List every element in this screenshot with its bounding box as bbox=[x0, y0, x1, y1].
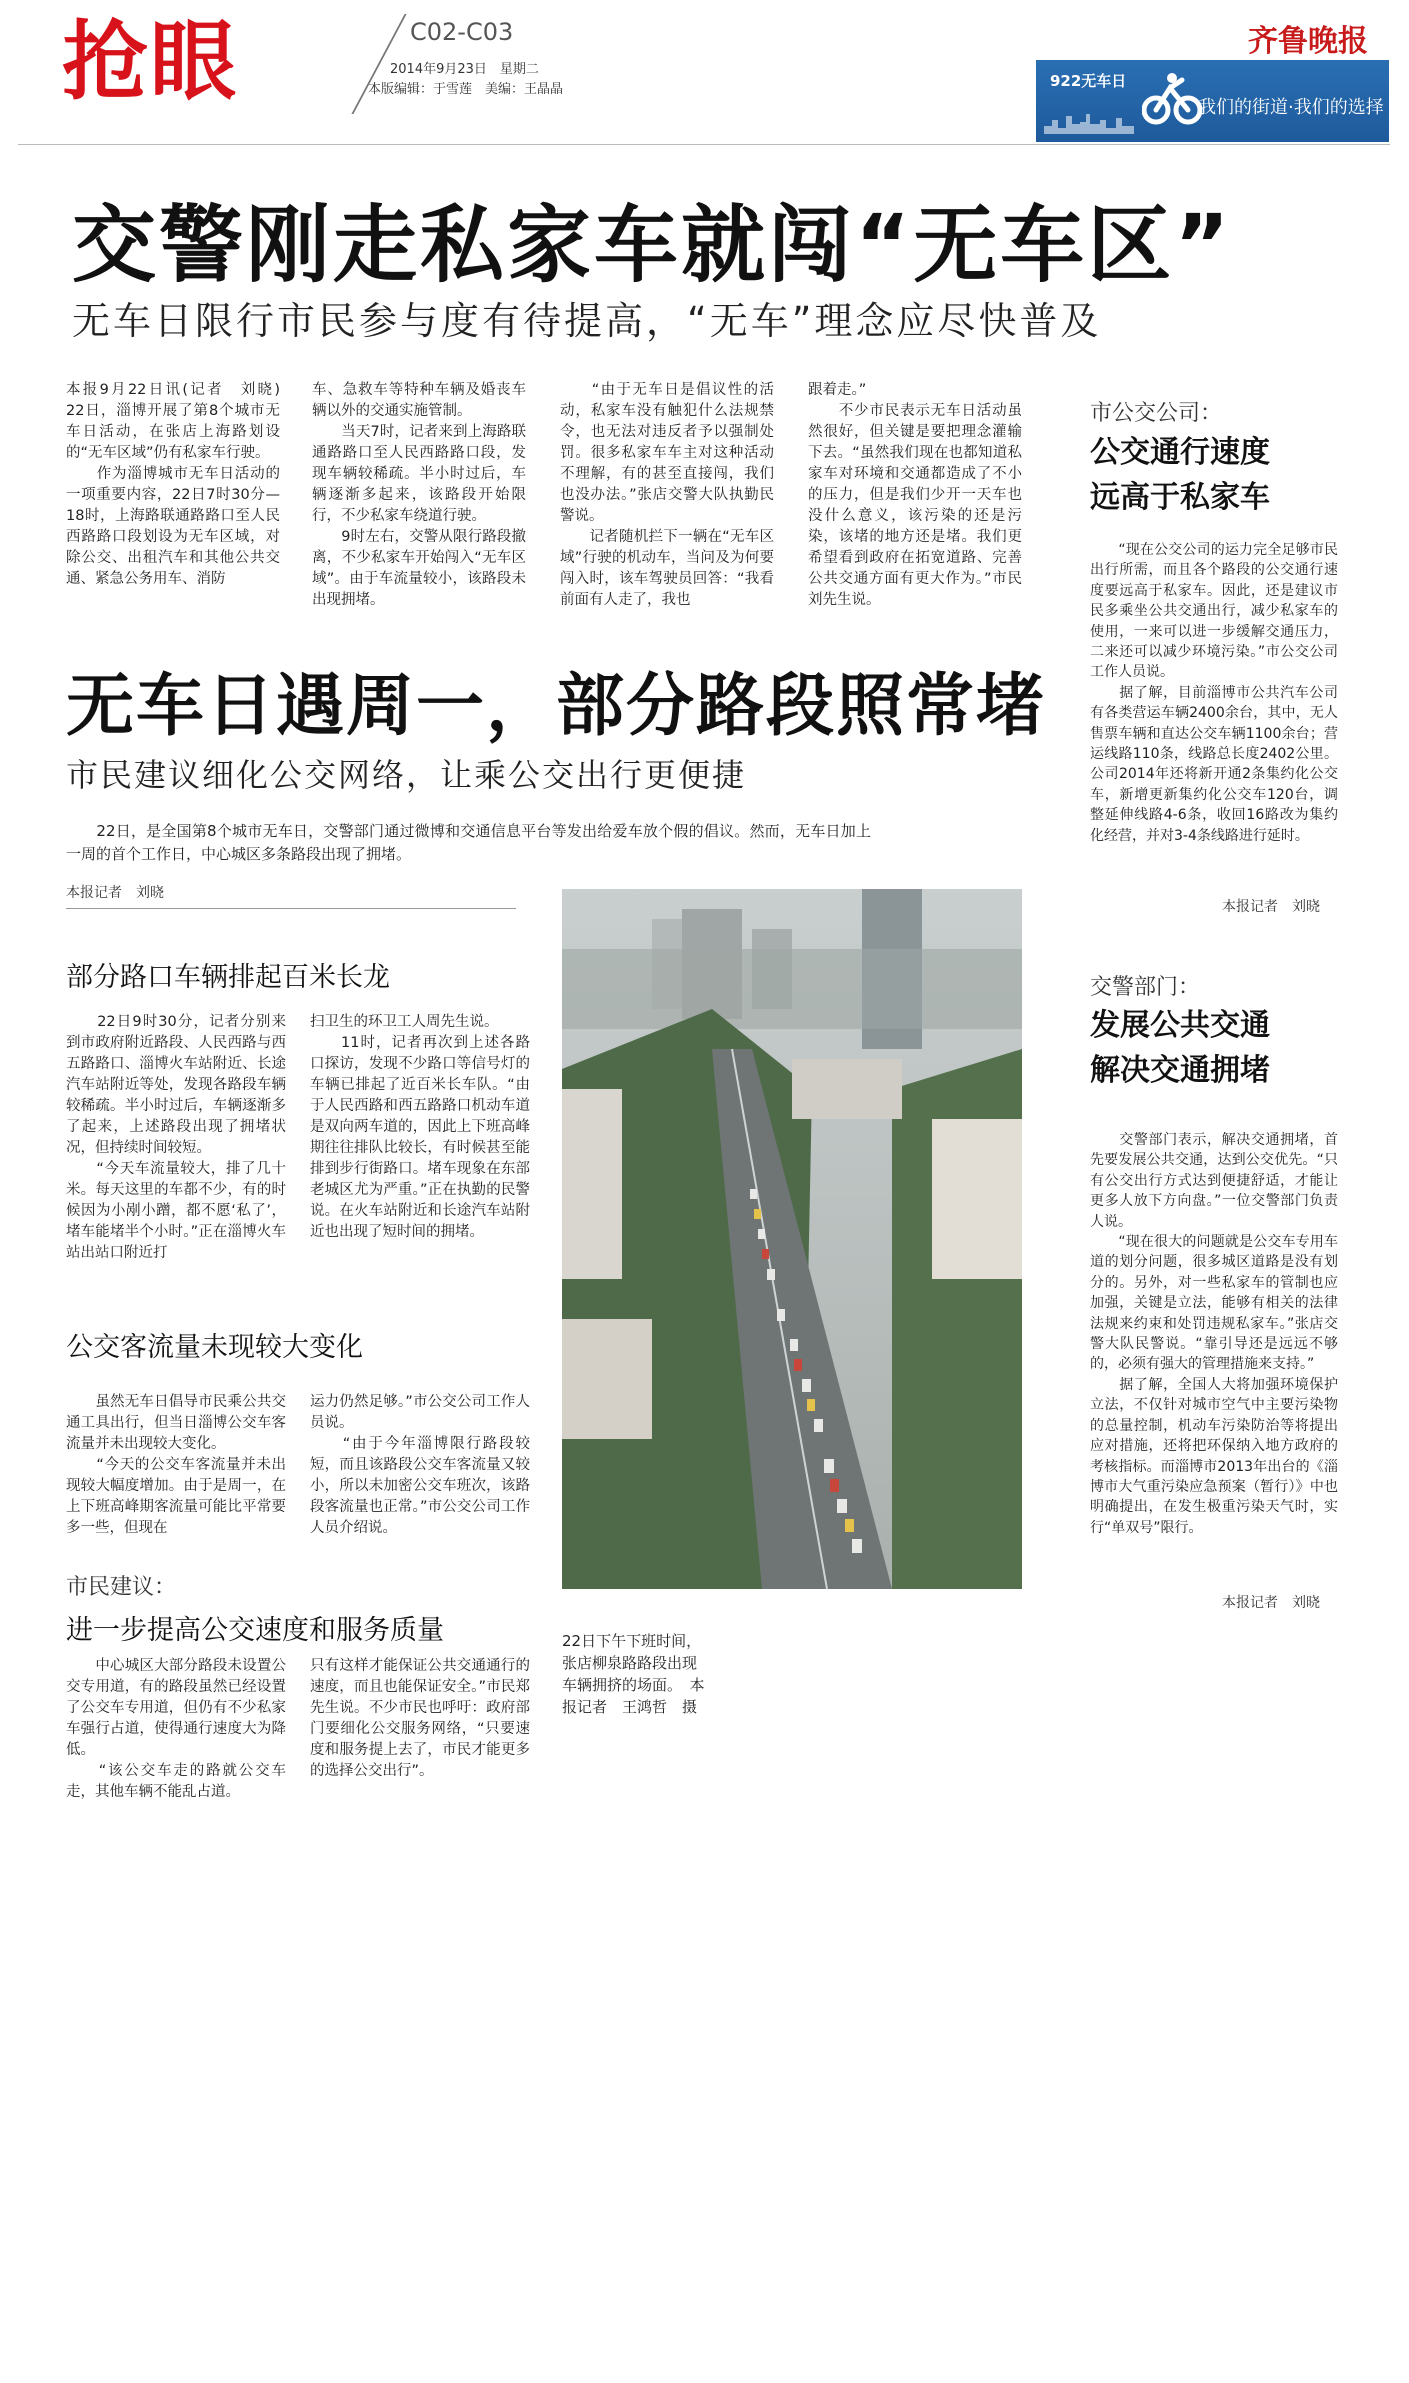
sidebar1-heading-line: 远高于私家车 bbox=[1090, 480, 1270, 515]
car-free-day-banner bbox=[1036, 60, 1389, 142]
byline-divider bbox=[66, 908, 516, 909]
traffic-photo-illustration bbox=[562, 889, 1022, 1589]
sidebar2-body: 交警部门表示，解决交通拥堵，首先要发展公共交通，达到公交优先。“只有公交出行方式达到便捷舒适，才能让更多人放下方向盘。”一位交警部门负责人说。 “现在很大的问题就是公交车专用车道的划分问题，很多城区道路是没有划分的。另外，对一些私家车的管制也应加强，关键是立法，能够有相关的法律法规来约束和处罚违规私家车。”张店交警大队民警说。“靠引导还是远远不够的，必须有强大的管理措施来支持。” 据了解，全国人大将加强环境保护立法，不仅针对城市空气中主要污染物的总量控制，机动车污染防治等将提出应对措施，还将把环保纳入地方政府的考核指标。而淄博市2013年出台的《淄博市大气重污染应急预案（暂行）》中也明确提出，在发生极重污染天气时，实行“单双号”限行。 bbox=[1090, 1132, 1338, 1536]
article1-column-1: 本报9月22日讯(记者 刘晓) 22日，淄博开展了第8个城市无车日活动，在张店上海路划设的“无车区域”仍有私家车行驶。 作为淄博城市无车日活动的一项重要内容，22日7时30分—18时，上海路联通路路口至人民西路路口段划设为无车区域，对除公交、出租汽车和其他公共交通、紧急公务用车、消防 bbox=[66, 382, 280, 587]
sidebar2-heading bbox=[1090, 1003, 1270, 1093]
banner-slogan: 我们的街道·我们的选择 bbox=[1198, 97, 1384, 118]
photo-caption: 22日下午下班时间，张店柳泉路路段出现车辆拥挤的场面。 本报记者 王鸿哲 摄 bbox=[562, 1632, 705, 1716]
section3-heading: 进一步提高公交速度和服务质量 bbox=[66, 1615, 444, 1646]
issue-date: 2014年9月23日 星期二 bbox=[390, 62, 539, 77]
section3-kicker: 市民建议： bbox=[66, 1575, 177, 1600]
sidebar1-heading-line: 公交通行速度 bbox=[1090, 435, 1270, 470]
sidebar2-byline: 本报记者 刘晓 bbox=[1222, 1595, 1320, 1611]
article2-headline: 无车日遇周一，部分路段照常堵 bbox=[66, 667, 1047, 746]
sidebar1-kicker: 市公交公司： bbox=[1090, 401, 1223, 426]
article1-subhead: 无车日限行市民参与度有待提高，“无车”理念应尽快普及 bbox=[72, 299, 1102, 343]
article1-column-4: 跟着走。” 不少市民表示无车日活动虽然很好，但关键是要把理念灌输下去。“虽然我们现在也都知道私家车对环境和交通都造成了不小的压力，但是我们少开一天车也没什么意义，该污染的还是污染，该堵的地方还是堵。我们更希望看到政府在拓宽道路、完善公共交通方面有更大作为。”市民刘先生说。 bbox=[808, 382, 1022, 608]
section3-column-2: 只有这样才能保证公共交通通行的速度，而且也能保证安全。”市民郑先生说。不少市民也呼吁：政府部门要细化公交服务网络，“只要速度和服务提上去了，市民才能更多的选择公交出行”。 bbox=[310, 1658, 530, 1779]
article2-byline: 本报记者 刘晓 bbox=[66, 885, 164, 901]
article1-column-3: “由于无车日是倡议性的活动，私家车没有触犯什么法规禁令，也无法对违反者予以强制处罚。很多私家车车主对这种活动不理解，有的甚至直接闯，我们也没办法。”张店交警大队执勤民警说。 记者随机拦下一辆在“无车区域”行驶的机动车，当问及为何要闯入时，该车驾驶员回答：“我看前面有人走了，我也 bbox=[560, 382, 774, 608]
section3-column-1: 中心城区大部分路段未设置公交专用道，有的路段虽然已经设置了公交车专用道，但仍有不少私家车强行占道，使得通行速度大为降低。 “该公交车走的路就公交车走，其他车辆不能乱占道。 bbox=[66, 1658, 286, 1800]
newspaper-name: 齐鲁晚报 bbox=[1248, 24, 1368, 59]
section2-column-2: 运力仍然足够。”市公交公司工作人员说。 “由于今年淄博限行路段较短，而且该路段公交车客流量又较小，所以未加密公交车班次，该路段客流量也正常。”市公交公司工作人员介绍说。 bbox=[310, 1394, 530, 1536]
article1-headline: 交警刚走私家车就闯“无车区” bbox=[72, 196, 1233, 294]
section2-heading: 公交客流量未现较大变化 bbox=[66, 1332, 363, 1363]
article2-subhead: 市民建议细化公交网络，让乘公交出行更便捷 bbox=[66, 756, 747, 794]
sidebar2-heading-line: 解决交通拥堵 bbox=[1090, 1053, 1270, 1088]
skyline-icon bbox=[1044, 112, 1134, 134]
banner-logo: 922无车日 bbox=[1050, 72, 1127, 90]
section1-column-2: 扫卫生的环卫工人周先生说。 11时，记者再次到上述各路口探访，发现不少路口等信号灯的车辆已排起了近百米长车队。“由于人民西路和西五路路口机动车道是双向两车道的，因此上下班高峰期往往排队比较长，有时候甚至能排到步行街路口。堵车现象在东部老城区尤为严重。”正在执勤的民警说。在火车站附近和长途汽车站附近也出现了短时间的拥堵。 bbox=[310, 1014, 530, 1240]
sidebar1-body: “现在公交公司的运力完全足够市民出行所需，而且各个路段的公交通行速度要远高于私家车。因此，还是建议市民多乘坐公共交通出行，减少私家车的使用，一来可以进一步缓解交通压力，二来还可以减少环境污染。”市公交公司工作人员说。 据了解，目前淄博市公共汽车公司有各类营运车辆2400余台，其中，无人售票车辆和直达公交车辆1100余台；营运线路110条，线路总长度2402公里。公司2014年还将新开通2条集约化公交车，新增更新集约化公交车120台，调整延伸线路4-6条，收回16路改为集约化经营，并对3-4条线路进行延时。 bbox=[1090, 542, 1338, 844]
traffic-photo bbox=[562, 889, 1022, 1589]
section2-column-1: 虽然无车日倡导市民乘公共交通工具出行，但当日淄博公交车客流量并未出现较大变化。 “今天的公交车客流量并未出现较大幅度增加。由于是周一，在上下班高峰期客流量可能比平常要多一些，但现在 bbox=[66, 1394, 286, 1536]
article1-column-2: 车、急救车等特种车辆及婚丧车辆以外的交通实施管制。 当天7时，记者来到上海路联通路路口至人民西路路口段，发现车辆较稀疏。半小时过后，车辆逐渐多起来，该路段开始限行，不少私家车绕道行驶。 9时左右，交警从限行路段撤离，不少私家车开始闯入“无车区域”。由于车流量较小，该路段未出现拥堵。 bbox=[312, 382, 526, 608]
article2-lead: 22日，是全国第8个城市无车日，交警部门通过微博和交通信息平台等发出给爱车放个假的倡议。然而，无车日加上一周的首个工作日，中心城区多条路段出现了拥堵。 bbox=[66, 822, 871, 863]
section1-heading: 部分路口车辆排起百米长龙 bbox=[66, 962, 390, 993]
sidebar1-heading bbox=[1090, 430, 1270, 520]
sidebar1-byline: 本报记者 刘晓 bbox=[1222, 899, 1320, 915]
editors-credit: 本版编辑：于雪莲 美编：王晶晶 bbox=[368, 82, 564, 97]
masthead-rule bbox=[18, 144, 1390, 145]
bicycle-emblem-icon bbox=[1142, 70, 1204, 128]
section-logo: 抢眼 bbox=[62, 12, 238, 112]
sidebar2-heading-line: 发展公共交通 bbox=[1090, 1008, 1270, 1043]
page-numbers: C02-C03 bbox=[410, 18, 514, 46]
sidebar2-kicker: 交警部门： bbox=[1090, 975, 1201, 1000]
section1-column-1: 22日9时30分，记者分别来到市政府附近路段、人民西路与西五路路口、淄博火车站附近、长途汽车站附近等处，发现各路段车辆较稀疏。半小时过后，车辆逐渐多了起来，上述路段出现了拥堵状况，但持续时间较短。 “今天车流量较大，排了几十米。每天这里的车都不少，有的时候因为小剐小蹭，都不愿‘私了’，堵车能堵半个小时。”正在淄博火车站出站口附近打 bbox=[66, 1014, 286, 1261]
